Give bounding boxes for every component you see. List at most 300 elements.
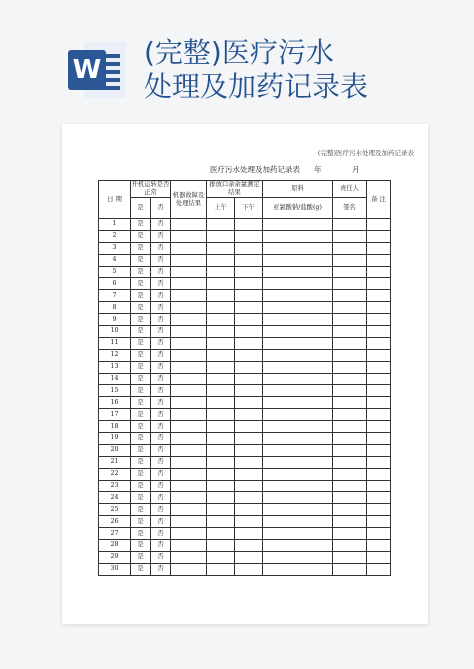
yes-cell: 是 bbox=[131, 337, 151, 349]
signature-cell bbox=[333, 361, 367, 373]
signature-cell bbox=[333, 456, 367, 468]
title-line-2: 处理及加药记录表 bbox=[144, 70, 369, 103]
no-cell: 否 bbox=[151, 433, 171, 445]
remarks-cell bbox=[367, 480, 391, 492]
remarks-cell bbox=[367, 516, 391, 528]
table-row bbox=[99, 242, 391, 254]
signature-cell bbox=[333, 409, 367, 421]
morning-cell bbox=[207, 563, 235, 575]
material-cell bbox=[263, 397, 333, 409]
fault-cell bbox=[171, 563, 207, 575]
fault-cell bbox=[171, 480, 207, 492]
morning-cell bbox=[207, 290, 235, 302]
morning-cell bbox=[207, 314, 235, 326]
year-label: 年 bbox=[314, 165, 322, 174]
material-cell bbox=[263, 421, 333, 433]
date-cell: 3 bbox=[99, 242, 131, 254]
signature-cell bbox=[333, 290, 367, 302]
yes-cell: 是 bbox=[131, 302, 151, 314]
remarks-cell bbox=[367, 278, 391, 290]
date-cell: 5 bbox=[99, 266, 131, 278]
table-row bbox=[99, 385, 391, 397]
document-page bbox=[62, 124, 428, 624]
date-cell: 17 bbox=[99, 409, 131, 421]
afternoon-cell bbox=[235, 444, 263, 456]
header-date: 日 期 bbox=[99, 181, 131, 219]
yes-cell: 是 bbox=[131, 528, 151, 540]
fault-cell bbox=[171, 349, 207, 361]
yes-cell: 是 bbox=[131, 456, 151, 468]
yes-cell: 是 bbox=[131, 444, 151, 456]
fault-cell bbox=[171, 551, 207, 563]
yes-cell: 是 bbox=[131, 349, 151, 361]
date-cell: 22 bbox=[99, 468, 131, 480]
remarks-cell bbox=[367, 397, 391, 409]
no-cell: 否 bbox=[151, 456, 171, 468]
material-cell bbox=[263, 551, 333, 563]
date-cell: 8 bbox=[99, 302, 131, 314]
signature-cell bbox=[333, 540, 367, 552]
yes-cell: 是 bbox=[131, 516, 151, 528]
table-row bbox=[99, 540, 391, 552]
material-cell bbox=[263, 349, 333, 361]
morning-cell bbox=[207, 326, 235, 338]
morning-cell bbox=[207, 219, 235, 231]
morning-cell bbox=[207, 409, 235, 421]
table-row bbox=[99, 373, 391, 385]
date-cell: 24 bbox=[99, 492, 131, 504]
signature-cell bbox=[333, 326, 367, 338]
yes-cell: 是 bbox=[131, 290, 151, 302]
morning-cell bbox=[207, 480, 235, 492]
remarks-cell bbox=[367, 337, 391, 349]
fault-cell bbox=[171, 468, 207, 480]
yes-cell: 是 bbox=[131, 278, 151, 290]
table-row bbox=[99, 528, 391, 540]
header-material-sub: 亚氯酸钠/盐酸(g) bbox=[263, 198, 333, 219]
morning-cell bbox=[207, 349, 235, 361]
yes-cell: 是 bbox=[131, 361, 151, 373]
table-row bbox=[99, 397, 391, 409]
afternoon-cell bbox=[235, 278, 263, 290]
table-row bbox=[99, 290, 391, 302]
table-row bbox=[99, 326, 391, 338]
signature-cell bbox=[333, 492, 367, 504]
table-row bbox=[99, 266, 391, 278]
yes-cell: 是 bbox=[131, 266, 151, 278]
no-cell: 否 bbox=[151, 516, 171, 528]
fault-cell bbox=[171, 278, 207, 290]
signature-cell bbox=[333, 504, 367, 516]
material-cell bbox=[263, 326, 333, 338]
material-cell bbox=[263, 290, 333, 302]
remarks-cell bbox=[367, 433, 391, 445]
signature-cell bbox=[333, 528, 367, 540]
material-cell bbox=[263, 302, 333, 314]
no-cell: 否 bbox=[151, 314, 171, 326]
date-cell: 25 bbox=[99, 504, 131, 516]
table-row bbox=[99, 302, 391, 314]
header-fault-handling: 机器故障及处理结果 bbox=[171, 181, 207, 219]
fault-cell bbox=[171, 421, 207, 433]
signature-cell bbox=[333, 314, 367, 326]
fault-cell bbox=[171, 337, 207, 349]
fault-cell bbox=[171, 361, 207, 373]
yes-cell: 是 bbox=[131, 540, 151, 552]
signature-cell bbox=[333, 230, 367, 242]
morning-cell bbox=[207, 302, 235, 314]
remarks-cell bbox=[367, 563, 391, 575]
yes-cell: 是 bbox=[131, 421, 151, 433]
remarks-cell bbox=[367, 266, 391, 278]
date-cell: 14 bbox=[99, 373, 131, 385]
no-cell: 否 bbox=[151, 421, 171, 433]
remarks-cell bbox=[367, 290, 391, 302]
afternoon-cell bbox=[235, 409, 263, 421]
no-cell: 否 bbox=[151, 266, 171, 278]
morning-cell bbox=[207, 397, 235, 409]
fault-cell bbox=[171, 444, 207, 456]
material-cell bbox=[263, 492, 333, 504]
material-cell bbox=[263, 480, 333, 492]
material-cell bbox=[263, 409, 333, 421]
no-cell: 否 bbox=[151, 528, 171, 540]
afternoon-cell bbox=[235, 551, 263, 563]
no-cell: 否 bbox=[151, 504, 171, 516]
date-cell: 4 bbox=[99, 254, 131, 266]
table-row bbox=[99, 551, 391, 563]
date-cell: 26 bbox=[99, 516, 131, 528]
yes-cell: 是 bbox=[131, 551, 151, 563]
morning-cell bbox=[207, 337, 235, 349]
afternoon-cell bbox=[235, 397, 263, 409]
morning-cell bbox=[207, 540, 235, 552]
remarks-cell bbox=[367, 326, 391, 338]
no-cell: 否 bbox=[151, 373, 171, 385]
date-cell: 9 bbox=[99, 314, 131, 326]
morning-cell bbox=[207, 551, 235, 563]
no-cell: 否 bbox=[151, 468, 171, 480]
morning-cell bbox=[207, 433, 235, 445]
signature-cell bbox=[333, 337, 367, 349]
material-cell bbox=[263, 361, 333, 373]
date-cell: 29 bbox=[99, 551, 131, 563]
fault-cell bbox=[171, 254, 207, 266]
signature-cell bbox=[333, 219, 367, 231]
afternoon-cell bbox=[235, 361, 263, 373]
table-row bbox=[99, 349, 391, 361]
table-row bbox=[99, 563, 391, 575]
signature-cell bbox=[333, 278, 367, 290]
header-remarks: 备 注 bbox=[367, 181, 391, 219]
afternoon-cell bbox=[235, 540, 263, 552]
afternoon-cell bbox=[235, 456, 263, 468]
morning-cell bbox=[207, 266, 235, 278]
no-cell: 否 bbox=[151, 492, 171, 504]
date-cell: 13 bbox=[99, 361, 131, 373]
date-cell: 1 bbox=[99, 219, 131, 231]
morning-cell bbox=[207, 444, 235, 456]
yes-cell: 是 bbox=[131, 385, 151, 397]
morning-cell bbox=[207, 385, 235, 397]
signature-cell bbox=[333, 397, 367, 409]
signature-cell bbox=[333, 551, 367, 563]
fault-cell bbox=[171, 242, 207, 254]
signature-cell bbox=[333, 433, 367, 445]
yes-cell: 是 bbox=[131, 254, 151, 266]
remarks-cell bbox=[367, 540, 391, 552]
afternoon-cell bbox=[235, 242, 263, 254]
table-row bbox=[99, 444, 391, 456]
material-cell bbox=[263, 433, 333, 445]
signature-cell bbox=[333, 349, 367, 361]
remarks-cell bbox=[367, 409, 391, 421]
afternoon-cell bbox=[235, 468, 263, 480]
date-cell: 27 bbox=[99, 528, 131, 540]
signature-cell bbox=[333, 516, 367, 528]
month-label: 月 bbox=[352, 165, 360, 174]
morning-cell bbox=[207, 242, 235, 254]
no-cell: 否 bbox=[151, 540, 171, 552]
yes-cell: 是 bbox=[131, 433, 151, 445]
afternoon-cell bbox=[235, 421, 263, 433]
afternoon-cell bbox=[235, 373, 263, 385]
material-cell bbox=[263, 266, 333, 278]
date-cell: 10 bbox=[99, 326, 131, 338]
afternoon-cell bbox=[235, 504, 263, 516]
fault-cell bbox=[171, 266, 207, 278]
afternoon-cell bbox=[235, 302, 263, 314]
document-top-note: (完整)医疗污水处理及加药记录表 bbox=[317, 149, 414, 157]
afternoon-cell bbox=[235, 266, 263, 278]
header-afternoon: 下午 bbox=[235, 198, 263, 219]
remarks-cell bbox=[367, 219, 391, 231]
signature-cell bbox=[333, 242, 367, 254]
header-fan-yes: 是 bbox=[131, 198, 151, 219]
table-row bbox=[99, 314, 391, 326]
material-cell bbox=[263, 278, 333, 290]
remarks-cell bbox=[367, 421, 391, 433]
fault-cell bbox=[171, 219, 207, 231]
header-responsible: 责任人 bbox=[333, 181, 367, 198]
header-morning: 上午 bbox=[207, 198, 235, 219]
yes-cell: 是 bbox=[131, 492, 151, 504]
date-cell: 18 bbox=[99, 421, 131, 433]
remarks-cell bbox=[367, 242, 391, 254]
afternoon-cell bbox=[235, 385, 263, 397]
afternoon-cell bbox=[235, 433, 263, 445]
no-cell: 否 bbox=[151, 397, 171, 409]
table-row bbox=[99, 278, 391, 290]
date-cell: 15 bbox=[99, 385, 131, 397]
yes-cell: 是 bbox=[131, 242, 151, 254]
no-cell: 否 bbox=[151, 444, 171, 456]
signature-cell bbox=[333, 421, 367, 433]
signature-cell bbox=[333, 480, 367, 492]
afternoon-cell bbox=[235, 528, 263, 540]
fault-cell bbox=[171, 492, 207, 504]
afternoon-cell bbox=[235, 516, 263, 528]
remarks-cell bbox=[367, 551, 391, 563]
no-cell: 否 bbox=[151, 385, 171, 397]
fault-cell bbox=[171, 373, 207, 385]
fault-cell bbox=[171, 540, 207, 552]
signature-cell bbox=[333, 302, 367, 314]
fault-cell bbox=[171, 528, 207, 540]
signature-cell bbox=[333, 563, 367, 575]
remarks-cell bbox=[367, 361, 391, 373]
yes-cell: 是 bbox=[131, 397, 151, 409]
morning-cell bbox=[207, 468, 235, 480]
remarks-cell bbox=[367, 302, 391, 314]
material-cell bbox=[263, 230, 333, 242]
date-cell: 7 bbox=[99, 290, 131, 302]
table-row bbox=[99, 337, 391, 349]
no-cell: 否 bbox=[151, 409, 171, 421]
signature-cell bbox=[333, 444, 367, 456]
yes-cell: 是 bbox=[131, 373, 151, 385]
record-table bbox=[98, 180, 391, 576]
remarks-cell bbox=[367, 314, 391, 326]
table-row bbox=[99, 433, 391, 445]
header-chlorine: 排放口余余氯测定结果 bbox=[207, 181, 263, 198]
remarks-cell bbox=[367, 230, 391, 242]
remarks-cell bbox=[367, 504, 391, 516]
table-row bbox=[99, 230, 391, 242]
no-cell: 否 bbox=[151, 219, 171, 231]
table-row bbox=[99, 361, 391, 373]
fault-cell bbox=[171, 385, 207, 397]
remarks-cell bbox=[367, 468, 391, 480]
table-row bbox=[99, 504, 391, 516]
yes-cell: 是 bbox=[131, 314, 151, 326]
fault-cell bbox=[171, 433, 207, 445]
fault-cell bbox=[171, 314, 207, 326]
signature-cell bbox=[333, 468, 367, 480]
material-cell bbox=[263, 456, 333, 468]
yes-cell: 是 bbox=[131, 230, 151, 242]
no-cell: 否 bbox=[151, 361, 171, 373]
afternoon-cell bbox=[235, 254, 263, 266]
morning-cell bbox=[207, 361, 235, 373]
fault-cell bbox=[171, 290, 207, 302]
table-row bbox=[99, 409, 391, 421]
date-cell: 28 bbox=[99, 540, 131, 552]
table-row bbox=[99, 421, 391, 433]
table-row bbox=[99, 254, 391, 266]
header-material: 原料 bbox=[263, 181, 333, 198]
remarks-cell bbox=[367, 254, 391, 266]
material-cell bbox=[263, 444, 333, 456]
signature-cell bbox=[333, 266, 367, 278]
fault-cell bbox=[171, 230, 207, 242]
material-cell bbox=[263, 540, 333, 552]
fault-cell bbox=[171, 302, 207, 314]
no-cell: 否 bbox=[151, 242, 171, 254]
remarks-cell bbox=[367, 444, 391, 456]
no-cell: 否 bbox=[151, 302, 171, 314]
table-row bbox=[99, 480, 391, 492]
afternoon-cell bbox=[235, 290, 263, 302]
morning-cell bbox=[207, 504, 235, 516]
morning-cell bbox=[207, 528, 235, 540]
fault-cell bbox=[171, 516, 207, 528]
material-cell bbox=[263, 516, 333, 528]
no-cell: 否 bbox=[151, 290, 171, 302]
morning-cell bbox=[207, 516, 235, 528]
morning-cell bbox=[207, 254, 235, 266]
afternoon-cell bbox=[235, 326, 263, 338]
date-cell: 12 bbox=[99, 349, 131, 361]
morning-cell bbox=[207, 373, 235, 385]
word-icon bbox=[68, 42, 126, 98]
afternoon-cell bbox=[235, 219, 263, 231]
afternoon-cell bbox=[235, 480, 263, 492]
remarks-cell bbox=[367, 492, 391, 504]
no-cell: 否 bbox=[151, 254, 171, 266]
morning-cell bbox=[207, 456, 235, 468]
material-cell bbox=[263, 385, 333, 397]
header-fan-no: 否 bbox=[151, 198, 171, 219]
material-cell bbox=[263, 314, 333, 326]
material-cell bbox=[263, 563, 333, 575]
yes-cell: 是 bbox=[131, 409, 151, 421]
remarks-cell bbox=[367, 385, 391, 397]
afternoon-cell bbox=[235, 230, 263, 242]
yes-cell: 是 bbox=[131, 468, 151, 480]
date-cell: 16 bbox=[99, 397, 131, 409]
fault-cell bbox=[171, 409, 207, 421]
afternoon-cell bbox=[235, 337, 263, 349]
yes-cell: 是 bbox=[131, 563, 151, 575]
signature-cell bbox=[333, 385, 367, 397]
no-cell: 否 bbox=[151, 480, 171, 492]
material-cell bbox=[263, 373, 333, 385]
fault-cell bbox=[171, 504, 207, 516]
no-cell: 否 bbox=[151, 337, 171, 349]
table-row bbox=[99, 516, 391, 528]
signature-cell bbox=[333, 373, 367, 385]
afternoon-cell bbox=[235, 492, 263, 504]
yes-cell: 是 bbox=[131, 480, 151, 492]
material-cell bbox=[263, 219, 333, 231]
table-heading bbox=[62, 164, 428, 176]
date-cell: 21 bbox=[99, 456, 131, 468]
date-cell: 23 bbox=[99, 480, 131, 492]
material-cell bbox=[263, 337, 333, 349]
material-cell bbox=[263, 254, 333, 266]
banner bbox=[0, 0, 474, 118]
yes-cell: 是 bbox=[131, 326, 151, 338]
no-cell: 否 bbox=[151, 326, 171, 338]
header-fan-running: 开机运转是否正常 bbox=[131, 181, 170, 196]
material-cell bbox=[263, 504, 333, 516]
no-cell: 否 bbox=[151, 563, 171, 575]
date-cell: 19 bbox=[99, 433, 131, 445]
remarks-cell bbox=[367, 373, 391, 385]
material-cell bbox=[263, 468, 333, 480]
fault-cell bbox=[171, 397, 207, 409]
no-cell: 否 bbox=[151, 278, 171, 290]
no-cell: 否 bbox=[151, 230, 171, 242]
morning-cell bbox=[207, 421, 235, 433]
date-cell: 30 bbox=[99, 563, 131, 575]
fault-cell bbox=[171, 326, 207, 338]
header-signature: 签名 bbox=[333, 198, 367, 219]
morning-cell bbox=[207, 278, 235, 290]
date-cell: 2 bbox=[99, 230, 131, 242]
title-line-1: (完整)医疗污水 bbox=[144, 36, 334, 69]
